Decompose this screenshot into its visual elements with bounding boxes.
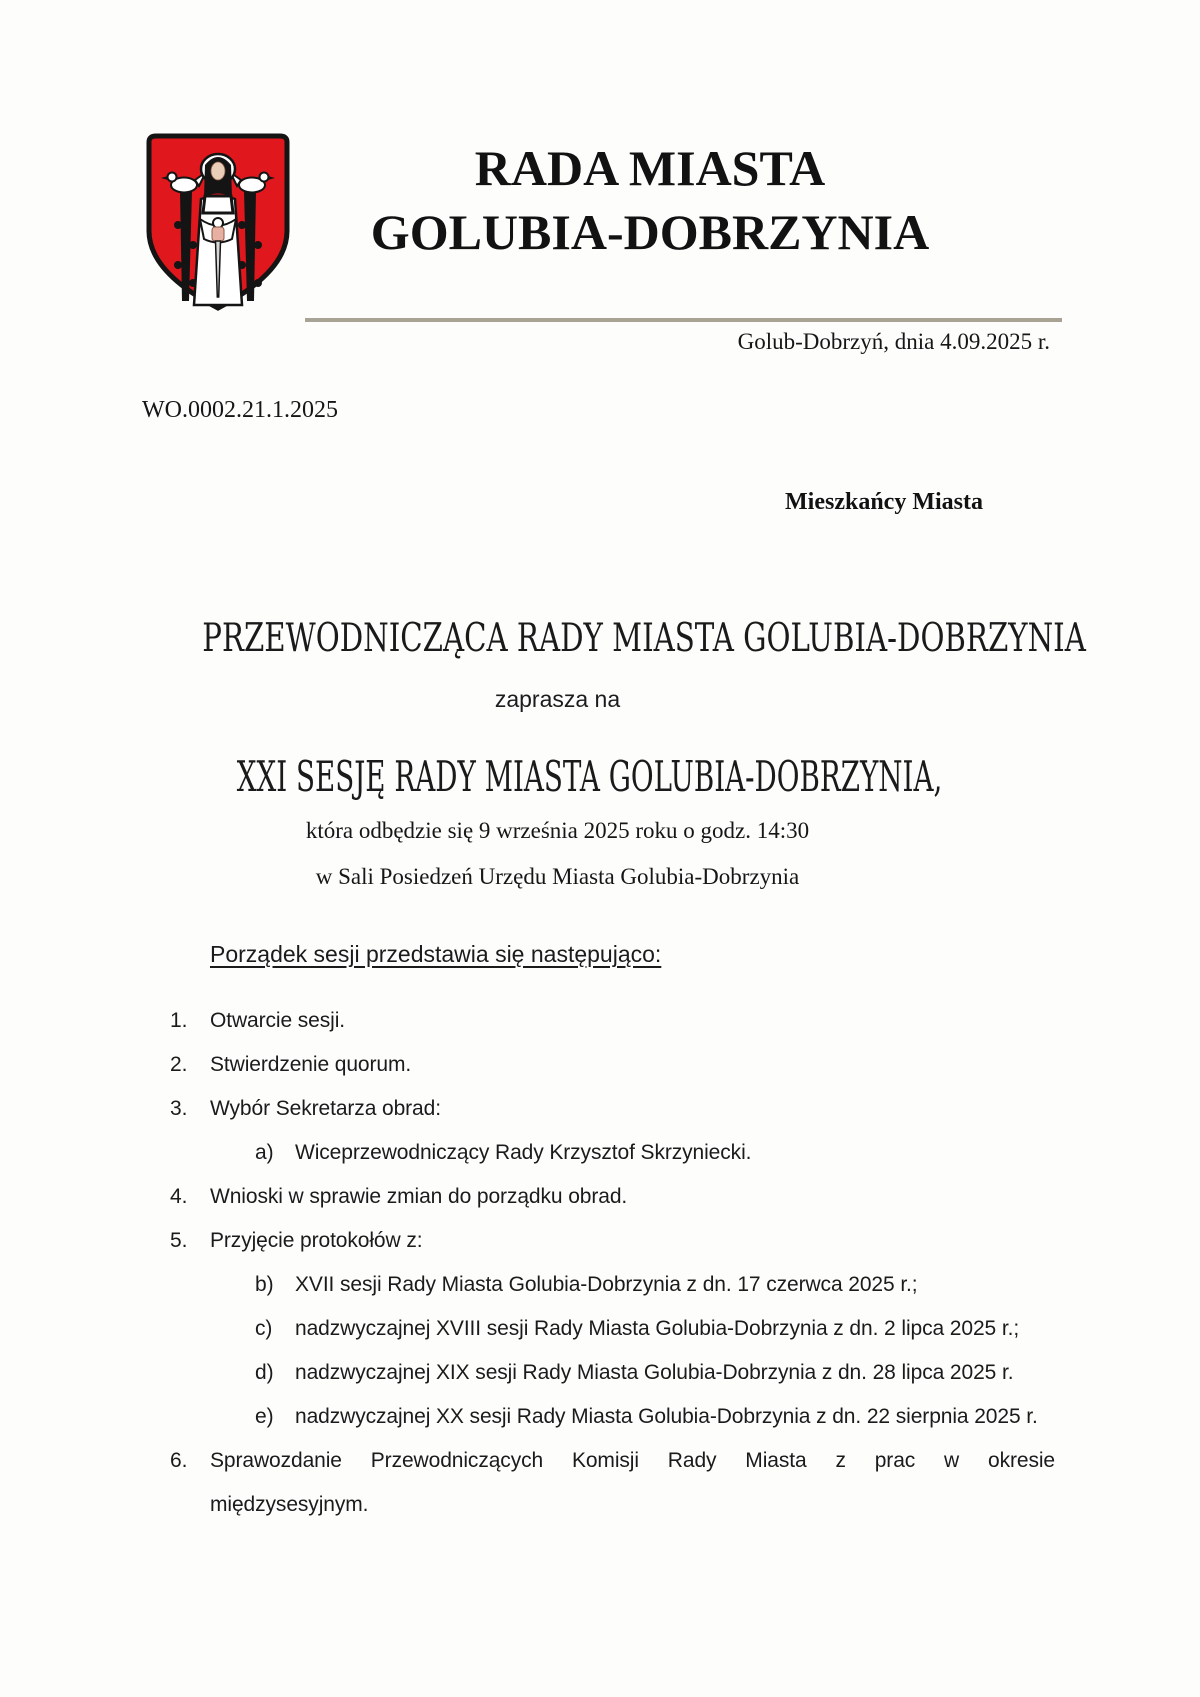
agenda-subitem-e bbox=[143, 1395, 1057, 1439]
org-title-line1: RADA MIASTA bbox=[474, 140, 826, 196]
item-marker: e) bbox=[255, 1405, 274, 1428]
reference-number: WO.0002.21.1.2025 bbox=[142, 397, 338, 423]
item-marker: 5. bbox=[170, 1229, 188, 1252]
agenda-subitem-d bbox=[143, 1351, 1057, 1395]
item-text: Wiceprzewodniczący Rady Krzysztof Skrzyniecki. bbox=[295, 1141, 752, 1164]
agenda-intro: Porządek sesji przedstawia się następująco: bbox=[210, 941, 662, 967]
item-text: Wnioski w sprawie zmian do porządku obrad. bbox=[210, 1185, 628, 1208]
item-text: nadzwyczajnej XVIII sesji Rady Miasta Golubia-Dobrzynia z dn. 2 lipca 2025 r.; bbox=[295, 1317, 1020, 1340]
agenda-item-1 bbox=[143, 999, 1057, 1043]
dateline: Golub-Dobrzyń, dnia 4.09.2025 r. bbox=[737, 329, 1050, 354]
agenda-subitem-a bbox=[143, 1131, 1057, 1175]
agenda-subitem-b bbox=[143, 1263, 1057, 1307]
item-marker: 1. bbox=[170, 1009, 188, 1032]
item-text-line1: Sprawozdanie Przewodniczących Komisji Rady Miasta z prac w okresie bbox=[210, 1449, 1055, 1472]
item-marker: 4. bbox=[170, 1185, 188, 1208]
chairwoman-heading: PRZEWODNICZĄCA RADY MIASTA GOLUBIA-DOBRZYNIA bbox=[202, 616, 1086, 661]
item-marker: c) bbox=[255, 1317, 273, 1340]
item-text: Przyjęcie protokołów z: bbox=[210, 1229, 423, 1252]
item-text: nadzwyczajnej XIX sesji Rady Miasta Golubia-Dobrzynia z dn. 28 lipca 2025 r. bbox=[295, 1361, 1014, 1384]
session-venue: w Sali Posiedzeń Urzędu Miasta Golubia-Dobrzynia bbox=[315, 864, 800, 889]
item-text: Stwierdzenie quorum. bbox=[210, 1053, 412, 1076]
item-text: nadzwyczajnej XX sesji Rady Miasta Golubia-Dobrzynia z dn. 22 sierpnia 2025 r. bbox=[295, 1405, 1038, 1428]
agenda-item-5 bbox=[143, 1219, 1057, 1263]
item-marker: b) bbox=[255, 1273, 274, 1296]
item-marker: a) bbox=[255, 1141, 274, 1164]
item-marker: 6. bbox=[170, 1449, 188, 1472]
agenda-item-4 bbox=[143, 1175, 1057, 1219]
org-title bbox=[290, 136, 1010, 264]
header-divider bbox=[305, 318, 1062, 322]
agenda-subitem-c bbox=[143, 1307, 1057, 1351]
org-title-line2: GOLUBIA-DOBRZYNIA bbox=[370, 204, 930, 260]
item-marker: d) bbox=[255, 1361, 274, 1384]
session-datetime: która odbędzie się 9 września 2025 roku o godz. 14:30 bbox=[305, 818, 810, 843]
agenda-item-3 bbox=[143, 1087, 1057, 1131]
item-text: XVII sesji Rady Miasta Golubia-Dobrzynia z dn. 17 czerwca 2025 r.; bbox=[295, 1273, 918, 1296]
item-text bbox=[210, 1439, 1055, 1527]
city-coat-of-arms-icon bbox=[143, 133, 293, 311]
agenda-item-2 bbox=[143, 1043, 1057, 1087]
agenda-list bbox=[143, 999, 1057, 1527]
addressee: Mieszkańcy Miasta bbox=[785, 489, 983, 515]
agenda-item-6 bbox=[143, 1439, 1057, 1527]
invites-label: zaprasza na bbox=[494, 686, 621, 712]
item-text: Wybór Sekretarza obrad: bbox=[210, 1097, 441, 1120]
item-text: Otwarcie sesji. bbox=[210, 1009, 346, 1032]
item-text-line2: międzysesyjnym. bbox=[210, 1493, 369, 1516]
item-marker: 2. bbox=[170, 1053, 188, 1076]
session-heading: XXI SESJĘ RADY MIASTA GOLUBIA-DOBRZYNIA, bbox=[236, 752, 943, 801]
item-marker: 3. bbox=[170, 1097, 188, 1120]
